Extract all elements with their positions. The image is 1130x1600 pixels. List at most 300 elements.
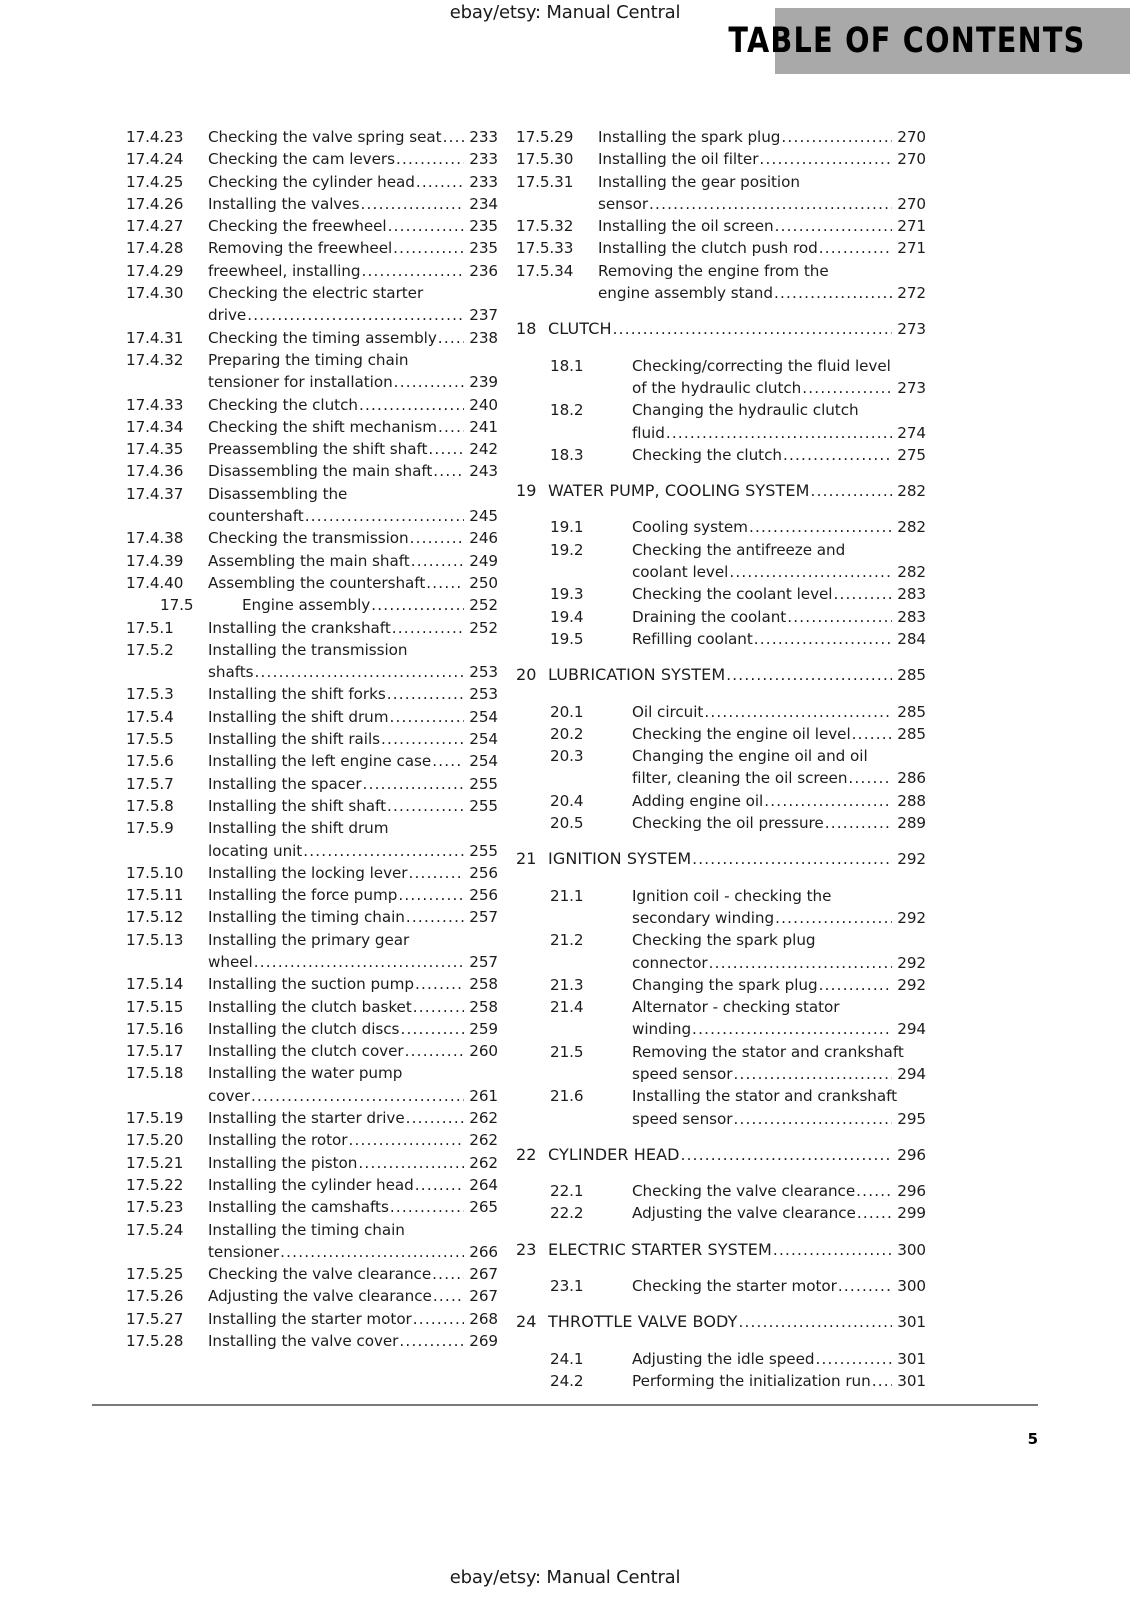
toc-entry[interactable] <box>126 260 498 282</box>
toc-entry-title: Removing the stator and crankshaft <box>632 1042 904 1061</box>
toc-entry-number: 19.5 <box>550 629 584 648</box>
toc-entry[interactable] <box>126 594 498 616</box>
toc-entry-number: 17.4.31 <box>126 328 184 347</box>
toc-entry-title: Installing the oil screen <box>598 217 774 236</box>
toc-entry[interactable] <box>126 394 498 416</box>
toc-entry-title: Installing the water pump <box>208 1064 403 1083</box>
toc-entry-body <box>632 723 926 745</box>
toc-entry-body <box>208 126 498 148</box>
toc-entry[interactable] <box>516 355 926 400</box>
toc-entry-title: Cooling system <box>632 518 748 537</box>
toc-entry[interactable] <box>126 1040 498 1062</box>
toc-entry-title: Alternator - checking stator <box>632 998 840 1017</box>
toc-leader-dots <box>431 1263 464 1285</box>
toc-entry[interactable] <box>126 438 498 460</box>
toc-leader-dots <box>708 952 892 974</box>
toc-entry[interactable] <box>126 929 498 974</box>
toc-entry[interactable] <box>126 973 498 995</box>
toc-entry[interactable] <box>516 318 926 340</box>
toc-entry[interactable] <box>126 1107 498 1129</box>
toc-entry-title: Checking the valve clearance <box>632 1182 856 1201</box>
toc-leader-dots <box>748 516 892 538</box>
toc-leader-dots <box>412 1308 464 1330</box>
toc-leader-dots <box>728 561 892 583</box>
toc-entry-title: of the hydraulic clutch <box>632 378 802 397</box>
toc-entry-title: Installing the starter motor <box>208 1309 412 1328</box>
toc-entry-number: 20 <box>516 665 537 685</box>
toc-entry[interactable] <box>516 480 926 502</box>
toc-entry-number: 18.3 <box>550 445 584 464</box>
toc-entry[interactable] <box>126 148 498 170</box>
toc-entry-title: Installing the clutch push rod <box>598 239 818 258</box>
toc-entry-title: speed sensor <box>632 1109 733 1128</box>
toc-entry-title: sensor <box>598 194 649 213</box>
toc-page-number: 249 <box>469 551 498 570</box>
toc-entry-title: Installing the camshafts <box>208 1198 389 1217</box>
toc-entry-body <box>632 701 926 723</box>
toc-entry[interactable] <box>516 516 926 538</box>
toc-entry-number: 17.5.22 <box>126 1175 184 1194</box>
toc-leader-dots <box>737 1311 892 1333</box>
toc-entry-body <box>208 1152 498 1174</box>
toc-entry-title: Installing the gear position <box>598 172 800 191</box>
toc-page-number: 261 <box>469 1086 498 1105</box>
toc-entry[interactable] <box>126 550 498 572</box>
toc-entry-body <box>208 148 498 170</box>
toc-entry-number: 17.4.26 <box>126 194 184 213</box>
toc-entry[interactable] <box>516 996 926 1041</box>
toc-entry-number: 17.5.10 <box>126 863 184 882</box>
toc-page-number: 254 <box>469 707 498 726</box>
toc-leader-dots <box>389 1196 464 1218</box>
toc-entry-number: 20.1 <box>550 702 584 721</box>
toc-entry[interactable] <box>516 885 926 930</box>
toc-entry[interactable] <box>126 639 498 684</box>
toc-entry-title: secondary winding <box>632 908 775 927</box>
toc-entry-title: Installing the shift rails <box>208 730 381 749</box>
toc-entry[interactable] <box>126 237 498 259</box>
toc-entry[interactable] <box>126 193 498 215</box>
toc-leader-dots <box>837 1275 892 1297</box>
toc-page-number: 294 <box>897 1064 926 1083</box>
toc-page-number: 262 <box>469 1109 498 1128</box>
toc-entry[interactable] <box>126 728 498 750</box>
toc-entry[interactable] <box>516 1085 926 1130</box>
toc-page-number: 272 <box>897 284 926 303</box>
toc-entry-title: Checking the shift mechanism <box>208 417 437 436</box>
toc-leader-dots <box>814 1348 892 1370</box>
toc-entry-body <box>208 817 498 862</box>
toc-entry-body <box>632 929 926 974</box>
toc-entry-title: Adding engine oil <box>632 791 764 810</box>
toc-entry-number: 21.6 <box>550 1087 584 1106</box>
toc-page-number: 255 <box>469 841 498 860</box>
toc-entry[interactable] <box>516 929 926 974</box>
toc-entry-number: 17.5.18 <box>126 1064 184 1083</box>
toc-page-number: 299 <box>897 1204 926 1223</box>
toc-entry-title: Checking the clutch <box>632 445 782 464</box>
toc-entry[interactable] <box>516 790 926 812</box>
toc-leader-dots <box>304 505 464 527</box>
toc-entry-title: wheel <box>208 952 253 971</box>
toc-entry-body <box>632 885 926 930</box>
toc-entry-number: 17.5.1 <box>126 618 174 637</box>
toc-entry[interactable] <box>126 862 498 884</box>
toc-leader-dots <box>772 1239 892 1261</box>
toc-entry[interactable] <box>516 171 926 216</box>
toc-page-number: 274 <box>897 423 926 442</box>
toc-page-number: 271 <box>897 217 926 236</box>
toc-leader-dots <box>763 790 892 812</box>
toc-entry[interactable] <box>126 996 498 1018</box>
toc-entry-body <box>208 215 498 237</box>
toc-leader-dots <box>786 606 892 628</box>
toc-entry-body <box>632 1348 926 1370</box>
toc-entry-number: 22 <box>516 1144 537 1164</box>
toc-leader-dots <box>412 996 464 1018</box>
toc-page-number: 267 <box>469 1265 498 1284</box>
toc-entry[interactable] <box>126 1330 498 1352</box>
toc-page-number: 258 <box>469 997 498 1016</box>
toc-entry[interactable] <box>126 460 498 482</box>
toc-entry[interactable] <box>126 1263 498 1285</box>
toc-entry-body <box>632 1275 926 1297</box>
toc-entry[interactable] <box>126 483 498 528</box>
toc-leader-dots <box>399 1018 464 1040</box>
toc-entry-body <box>208 973 498 995</box>
toc-entry-title: WATER PUMP, COOLING SYSTEM <box>548 481 810 501</box>
toc-entry[interactable] <box>516 260 926 305</box>
toc-column-right <box>516 126 926 1392</box>
toc-leader-dots <box>847 767 892 789</box>
toc-leader-dots <box>347 1129 464 1151</box>
toc-entry-title: Checking the electric starter <box>208 284 424 303</box>
toc-entry-body <box>208 394 498 416</box>
toc-entry[interactable] <box>126 171 498 193</box>
toc-entry[interactable] <box>516 148 926 170</box>
toc-page-number: 236 <box>469 261 498 280</box>
toc-entry-number: 24.1 <box>550 1349 584 1368</box>
toc-leader-dots <box>871 1370 892 1392</box>
toc-leader-dots <box>362 773 464 795</box>
toc-entry-number: 17.4.33 <box>126 395 184 414</box>
toc-entry[interactable] <box>126 795 498 817</box>
toc-entry-body <box>632 996 926 1041</box>
toc-entry-body <box>208 1219 498 1264</box>
toc-entry-body <box>598 260 926 305</box>
toc-entry-title: freewheel, installing <box>208 261 361 280</box>
toc-leader-dots <box>360 193 465 215</box>
toc-leader-dots <box>665 422 892 444</box>
toc-entry-title: THROTTLE VALVE BODY <box>548 1312 738 1332</box>
toc-entry[interactable] <box>126 1219 498 1264</box>
toc-leader-dots <box>753 628 892 650</box>
toc-entry-title: tensioner for installation <box>208 373 393 392</box>
toc-entry-number: 17.5.2 <box>126 640 174 659</box>
toc-page-number: 292 <box>897 908 926 927</box>
toc-page-number: 255 <box>469 774 498 793</box>
toc-page-number: 289 <box>897 814 926 833</box>
toc-entry-body <box>208 706 498 728</box>
toc-entry[interactable] <box>126 1174 498 1196</box>
toc-page-number: 283 <box>897 607 926 626</box>
toc-entry-body <box>632 1085 926 1130</box>
toc-entry-number: 17.5.26 <box>126 1287 184 1306</box>
toc-entry[interactable] <box>516 1144 926 1166</box>
toc-entry-title: Installing the left engine case <box>208 752 432 771</box>
toc-entry-body <box>208 884 498 906</box>
toc-page-number: 257 <box>469 908 498 927</box>
toc-leader-dots <box>395 148 464 170</box>
toc-entry-body <box>208 1129 498 1151</box>
toc-entry[interactable] <box>126 1285 498 1307</box>
toc-page-number: 255 <box>469 796 498 815</box>
toc-entry-title: Assembling the countershaft <box>208 573 426 592</box>
toc-entry[interactable] <box>516 848 926 870</box>
toc-entry-number: 23.1 <box>550 1277 584 1296</box>
toc-entry[interactable] <box>516 701 926 723</box>
toc-entry[interactable] <box>126 1308 498 1330</box>
toc-entry[interactable] <box>516 745 926 790</box>
toc-leader-dots <box>254 661 465 683</box>
table-of-contents-banner <box>728 8 1130 74</box>
toc-entry-number: 17.4.40 <box>126 573 184 592</box>
toc-entry-title: Checking the timing assembly <box>208 328 437 347</box>
toc-entry[interactable] <box>516 812 926 834</box>
toc-entry[interactable] <box>126 572 498 594</box>
toc-entry-number: 17.5.16 <box>126 1019 184 1038</box>
toc-leader-dots <box>392 237 464 259</box>
toc-leader-dots <box>442 126 464 148</box>
toc-entry-title: Installing the clutch cover <box>208 1042 404 1061</box>
toc-entry-body <box>598 237 926 259</box>
toc-entry[interactable] <box>126 1129 498 1151</box>
toc-entry-body <box>632 1180 926 1202</box>
toc-entry[interactable] <box>516 974 926 996</box>
toc-page-number: 250 <box>469 573 498 592</box>
toc-entry-number: 20.4 <box>550 791 584 810</box>
toc-entry-body <box>632 399 926 444</box>
toc-page-number: 233 <box>469 150 498 169</box>
toc-entry-body <box>208 460 498 482</box>
toc-entry-number: 19.2 <box>550 540 584 559</box>
toc-entry-number: 17.5.5 <box>126 730 174 749</box>
toc-entry-number: 17.5.14 <box>126 975 184 994</box>
toc-entry[interactable] <box>516 628 926 650</box>
toc-entry-number: 17.4.29 <box>126 261 184 280</box>
toc-entry-number: 21.3 <box>550 975 584 994</box>
toc-entry-title: Installing the primary gear <box>208 930 410 949</box>
toc-page-number: 256 <box>469 886 498 905</box>
toc-entry[interactable] <box>126 1196 498 1218</box>
toc-entry[interactable] <box>126 327 498 349</box>
toc-entry-body <box>632 1202 926 1224</box>
toc-entry-body <box>208 327 498 349</box>
toc-entry-body <box>208 282 498 327</box>
toc-page-number: 253 <box>469 685 498 704</box>
toc-entry-title: Installing the spacer <box>208 774 362 793</box>
toc-entry-title: Adjusting the valve clearance <box>208 1287 432 1306</box>
toc-entry-title: Preparing the timing chain <box>208 350 409 369</box>
toc-leader-dots <box>408 862 465 884</box>
toc-entry[interactable] <box>126 1152 498 1174</box>
toc-entry-body <box>548 1144 926 1166</box>
toc-entry[interactable] <box>126 1062 498 1107</box>
toc-entry[interactable] <box>516 237 926 259</box>
toc-entry-number: 17.5.11 <box>126 886 184 905</box>
toc-page-number: 271 <box>897 239 926 258</box>
toc-entry[interactable] <box>516 583 926 605</box>
toc-leader-dots <box>387 215 464 237</box>
toc-entry[interactable] <box>126 706 498 728</box>
toc-entry[interactable] <box>126 884 498 906</box>
toc-leader-dots <box>388 706 464 728</box>
toc-entry-body <box>632 974 926 996</box>
toc-entry-title: Checking the antifreeze and <box>632 540 846 559</box>
toc-entry[interactable] <box>126 215 498 237</box>
toc-page-number: 286 <box>897 769 926 788</box>
toc-entry-body <box>632 628 926 650</box>
toc-entry-body <box>208 572 498 594</box>
toc-entry[interactable] <box>126 683 498 705</box>
toc-entry[interactable] <box>126 527 498 549</box>
toc-entry-body <box>208 1174 498 1196</box>
toc-entry[interactable] <box>516 444 926 466</box>
toc-entry-body <box>208 1018 498 1040</box>
toc-entry-body <box>208 1107 498 1129</box>
toc-entry-number: 17.4.37 <box>126 484 184 503</box>
toc-entry-body <box>548 480 926 502</box>
toc-leader-dots <box>432 460 464 482</box>
toc-entry[interactable] <box>516 606 926 628</box>
toc-entry[interactable] <box>516 1239 926 1261</box>
toc-entry[interactable] <box>126 817 498 862</box>
top-watermark: ebay/etsy: Manual Central <box>449 2 681 23</box>
toc-entry-body <box>242 594 498 616</box>
toc-entry[interactable] <box>516 1311 926 1333</box>
toc-entry[interactable] <box>516 1275 926 1297</box>
toc-leader-dots <box>703 701 892 723</box>
toc-leader-dots <box>648 193 892 215</box>
toc-entry-body <box>208 349 498 394</box>
toc-entry-title: Assembling the main shaft <box>208 551 410 570</box>
toc-entry[interactable] <box>516 215 926 237</box>
toc-entry-number: 17.4.35 <box>126 440 184 459</box>
toc-entry[interactable] <box>126 126 498 148</box>
toc-entry-number: 19.1 <box>550 518 584 537</box>
toc-page-number: 258 <box>469 975 498 994</box>
toc-leader-dots <box>397 884 464 906</box>
toc-entry[interactable] <box>516 664 926 686</box>
toc-page-number: 275 <box>897 445 926 464</box>
toc-page-number: 239 <box>469 373 498 392</box>
toc-page-number: 266 <box>469 1242 498 1261</box>
toc-entry[interactable] <box>126 1018 498 1040</box>
toc-entry-title: drive <box>208 306 247 325</box>
toc-entry-number: 17.4.34 <box>126 417 184 436</box>
toc-entry[interactable] <box>126 906 498 928</box>
toc-entry-title: Disassembling the main shaft <box>208 462 433 481</box>
toc-entry-title: countershaft <box>208 507 304 526</box>
toc-page-number: 282 <box>897 563 926 582</box>
toc-entry-body <box>208 750 498 772</box>
toc-entry-body <box>598 148 926 170</box>
toc-entry-body <box>632 355 926 400</box>
toc-leader-dots <box>725 664 892 686</box>
toc-entry[interactable] <box>516 1202 926 1224</box>
toc-entry-body <box>208 527 498 549</box>
toc-leader-dots <box>393 371 464 393</box>
toc-entry-title: Installing the shift shaft <box>208 796 386 815</box>
toc-leader-dots <box>432 1285 464 1307</box>
toc-leader-dots <box>250 1085 464 1107</box>
toc-entry[interactable] <box>126 282 498 327</box>
toc-page-number: 254 <box>469 752 498 771</box>
toc-entry[interactable] <box>516 1041 926 1086</box>
toc-entry-number: 17.5.19 <box>126 1109 184 1128</box>
toc-leader-dots <box>404 1040 464 1062</box>
toc-entry-title: Changing the engine oil and oil <box>632 747 868 766</box>
toc-entry[interactable] <box>516 723 926 745</box>
toc-entry-body <box>208 906 498 928</box>
toc-entry-title: Installing the shift forks <box>208 685 386 704</box>
toc-entry-body <box>632 583 926 605</box>
toc-entry[interactable] <box>126 617 498 639</box>
toc-entry[interactable] <box>516 126 926 148</box>
toc-leader-dots <box>780 126 892 148</box>
toc-entry[interactable] <box>516 539 926 584</box>
toc-entry[interactable] <box>126 349 498 394</box>
toc-entry-body <box>632 606 926 628</box>
toc-page-number: 273 <box>897 378 926 397</box>
toc-page-number: 270 <box>897 194 926 213</box>
toc-entry[interactable] <box>516 1180 926 1202</box>
toc-entry-title: cover <box>208 1086 250 1105</box>
toc-entry-number: 17.5.21 <box>126 1153 184 1172</box>
toc-leader-dots <box>386 795 464 817</box>
toc-entry-title: Adjusting the valve clearance <box>632 1204 856 1223</box>
toc-page-number: 242 <box>469 440 498 459</box>
toc-entry[interactable] <box>516 399 926 444</box>
toc-entry-title: Installing the starter drive <box>208 1109 405 1128</box>
toc-page-number: 262 <box>469 1153 498 1172</box>
toc-entry-title: winding <box>632 1020 692 1039</box>
toc-entry-number: 17.5.6 <box>126 752 174 771</box>
toc-leader-dots <box>680 1144 892 1166</box>
toc-entry-title: Installing the shift drum <box>208 819 389 838</box>
toc-page-number: 283 <box>897 585 926 604</box>
toc-leader-dots <box>409 527 464 549</box>
toc-entry[interactable] <box>516 1370 926 1392</box>
toc-entry-number: 17.5.7 <box>126 774 174 793</box>
toc-entry-title: Checking the engine oil level <box>632 724 851 743</box>
toc-columns <box>0 126 1130 1390</box>
toc-entry[interactable] <box>516 1348 926 1370</box>
toc-entry-number: 24 <box>516 1312 537 1332</box>
toc-entry-body <box>208 617 498 639</box>
toc-entry-number: 19.4 <box>550 607 584 626</box>
toc-entry[interactable] <box>126 416 498 438</box>
toc-leader-dots <box>782 444 892 466</box>
toc-entry[interactable] <box>126 773 498 795</box>
toc-entry[interactable] <box>126 750 498 772</box>
toc-entry-number: 17.5.17 <box>126 1042 184 1061</box>
toc-entry-number: 17.4.25 <box>126 172 184 191</box>
toc-entry-title: Installing the piston <box>208 1153 358 1172</box>
toc-entry-number: 17.4.28 <box>126 239 184 258</box>
toc-entry-body <box>208 1308 498 1330</box>
toc-page-number: 267 <box>469 1287 498 1306</box>
